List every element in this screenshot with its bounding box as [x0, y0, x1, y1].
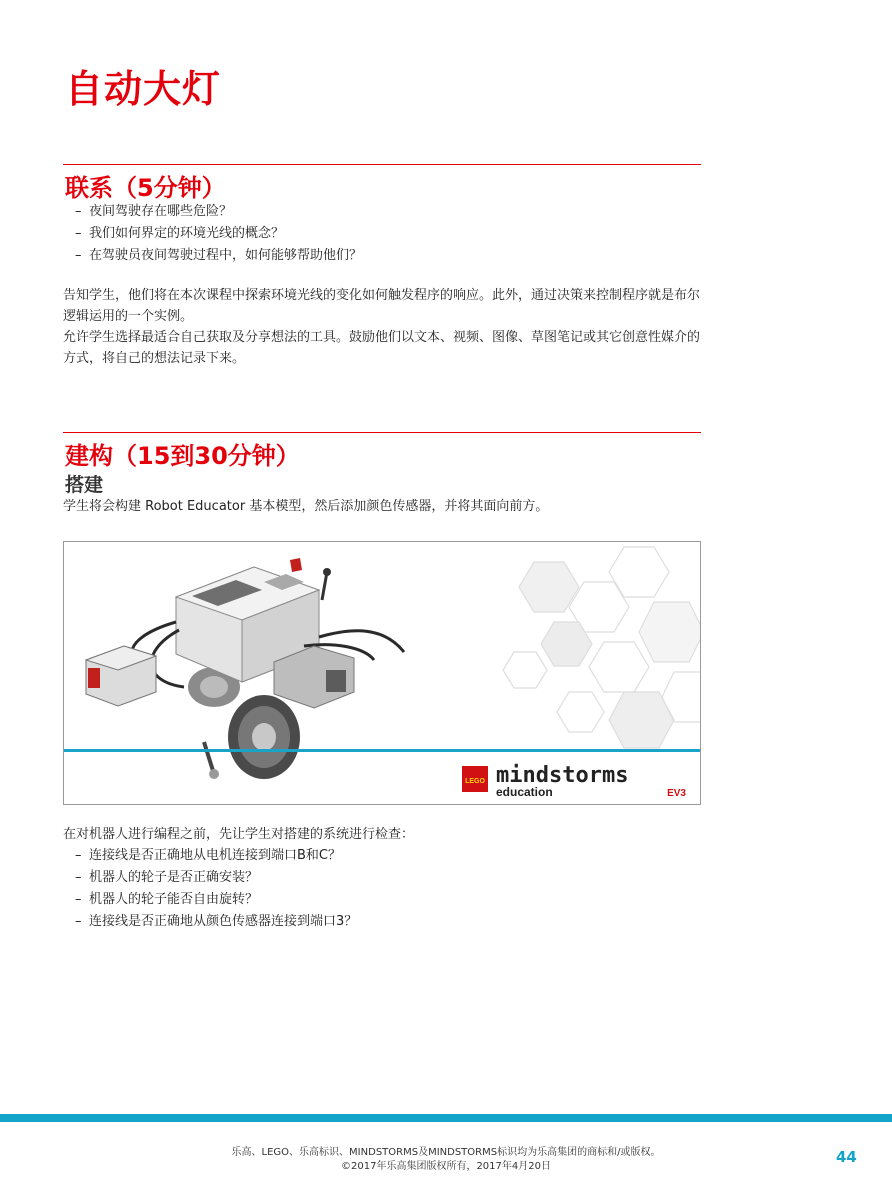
figure-accent-line — [64, 749, 701, 752]
mindstorms-logo — [462, 763, 686, 799]
list-item: – 在驾驶员夜间驾驶过程中，如何能够帮助他们？ — [75, 245, 362, 267]
robot-figure — [63, 541, 701, 805]
construct-intro: 学生将会构建 Robot Educator 基本模型，然后添加颜色传感器，并将其面向前方。 — [63, 499, 549, 514]
list-item: – 我们如何界定的环境光线的概念？ — [75, 223, 362, 245]
list-item: – 机器人的轮子是否正确安装？ — [75, 867, 357, 889]
dash-marker: – — [75, 892, 82, 907]
dash-marker: – — [75, 248, 82, 263]
footer-trademark: 乐高、LEGO、乐高标识、MINDSTORMS及MINDSTORMS标识均为乐高集团的商标和/或版权。 — [231, 1147, 661, 1158]
page-title: 自动大灯 — [65, 67, 222, 111]
footer-copyright: ©2017年乐高集团版权所有，2017年4月20日 — [341, 1161, 551, 1172]
list-item: – 机器人的轮子能否自由旋转？ — [75, 889, 357, 911]
list-item: – 连接线是否正确地从颜色传感器连接到端口3？ — [75, 911, 357, 933]
dash-marker: – — [75, 226, 82, 241]
subheading-build: 搭建 — [65, 474, 104, 496]
svg-text:EV3: EV3 — [667, 788, 686, 799]
svg-text:mindstorms: mindstorms — [496, 763, 629, 788]
connect-paragraph-1: 告知学生，他们将在本次课程中探索环境光线的变化如何触发程序的响应。此外，通过决策来控制程序就是布尔逻辑运用的一个实例。 — [63, 288, 701, 324]
connect-paragraph-2: 允许学生选择最适合自己获取及分享想法的工具。鼓励他们以文本、视频、图像、草图笔记或其它创意性媒介的方式，将自己的想法记录下来。 — [63, 330, 701, 366]
color-sensor — [86, 646, 156, 706]
dash-marker: – — [75, 914, 82, 929]
footer-bar — [0, 1114, 892, 1122]
section-heading-construct: 建构（15到30分钟） — [65, 442, 300, 470]
dash-marker: – — [75, 848, 82, 863]
page-number: 44 — [836, 1148, 857, 1166]
caster — [204, 742, 219, 779]
section-divider — [63, 432, 701, 433]
robot-illustration — [64, 542, 701, 805]
check-list — [75, 845, 357, 933]
check-intro: 在对机器人进行编程之前，先让学生对搭建的系统进行检查： — [63, 827, 415, 842]
svg-text:LEGO: LEGO — [465, 778, 485, 785]
dash-marker: – — [75, 870, 82, 885]
section-heading-connect: 联系（5分钟） — [65, 174, 226, 202]
svg-text:education: education — [496, 785, 553, 799]
front-wheel — [228, 695, 300, 779]
list-item: – 连接线是否正确地从电机连接到端口B和C？ — [75, 845, 357, 867]
dash-marker: – — [75, 204, 82, 219]
hexagon-pattern — [503, 547, 701, 748]
section-divider — [63, 164, 701, 165]
list-item: – 夜间驾驶存在哪些危险？ — [75, 201, 362, 223]
connect-question-list — [75, 201, 362, 267]
